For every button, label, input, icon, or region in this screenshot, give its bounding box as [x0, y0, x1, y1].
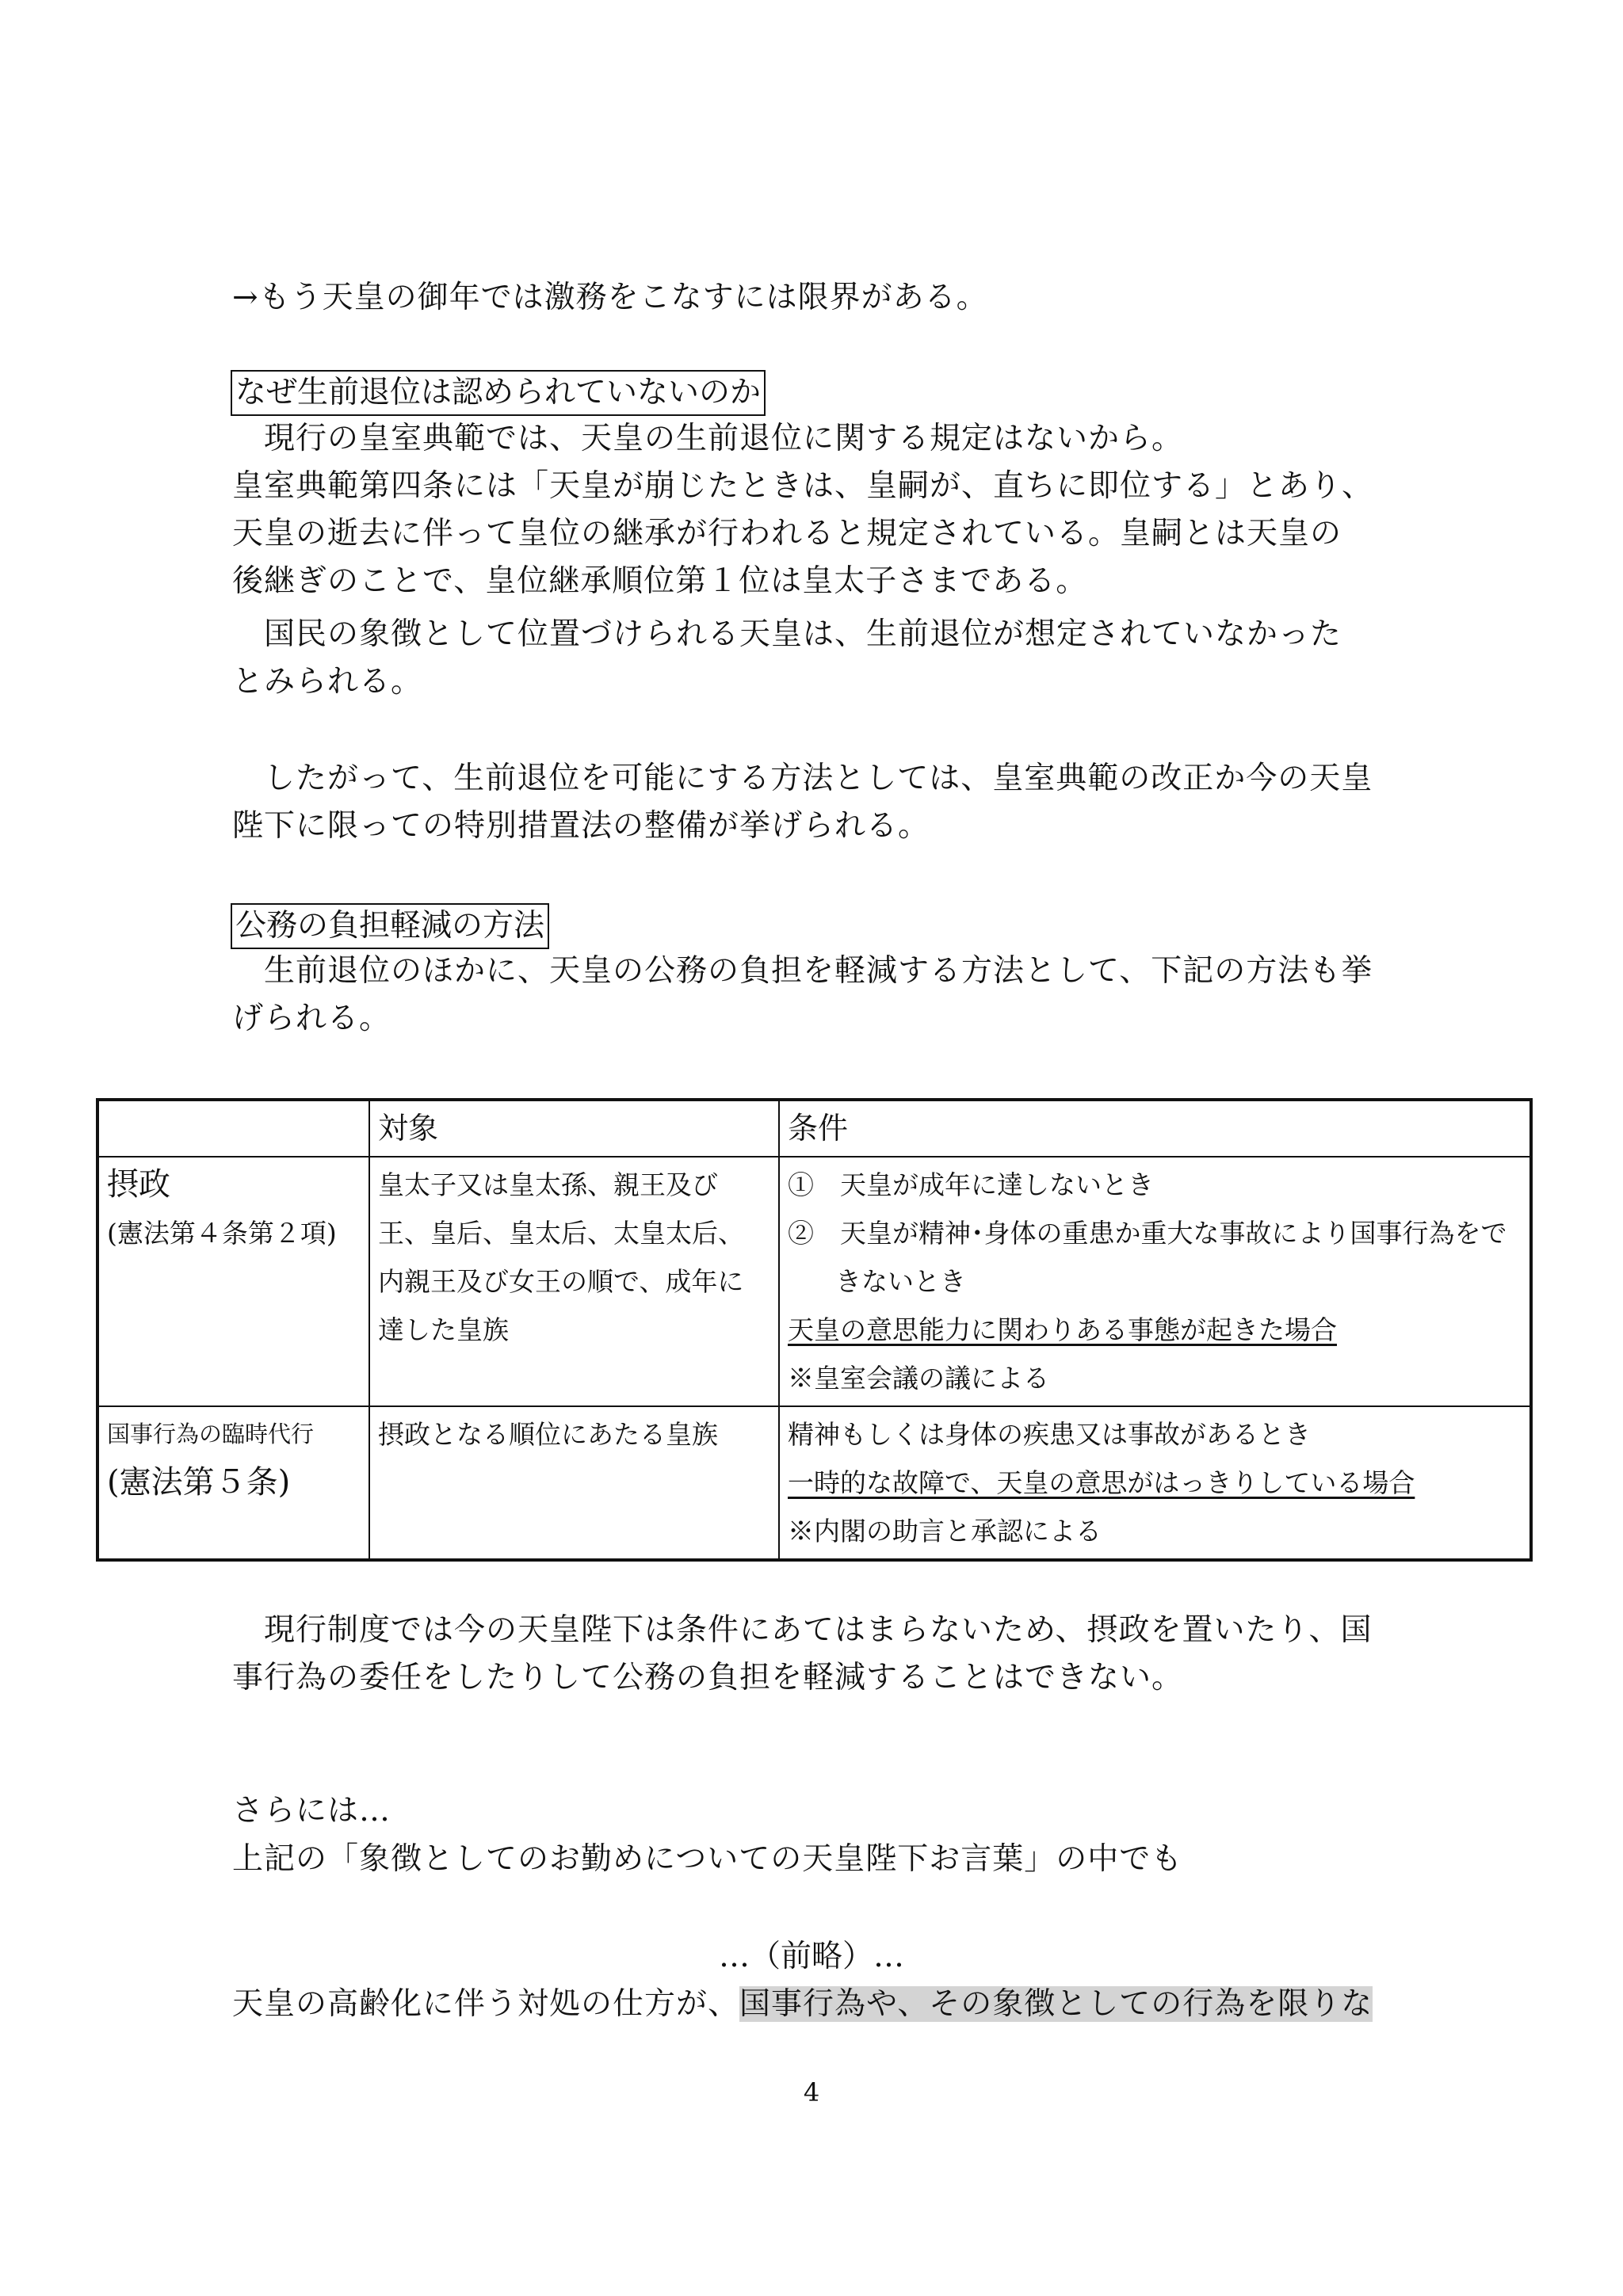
paragraph-line: 現行の皇室典範では、天皇の生前退位に関する規定はないから。: [264, 421, 1184, 456]
target-line: 内親王及び女王の順で、成年に: [378, 1266, 744, 1297]
paragraph-line: げられる。: [232, 1001, 391, 1036]
table-cell-condition: [779, 1406, 1531, 1560]
quote-highlight: 国事行為や、その象徴としての行為を限りな: [739, 1986, 1373, 2022]
target-line: 達した皇族: [378, 1314, 509, 1345]
table-cell-role: [97, 1157, 369, 1406]
page-number: 4: [803, 2077, 820, 2107]
table-row: [97, 1406, 1531, 1560]
paragraph-line: 生前退位のほかに、天皇の公務の負担を軽減する方法として、下記の方法も挙: [264, 953, 1373, 989]
table-header-cell: 対象: [369, 1100, 779, 1157]
paragraph-line: 現行制度では今の天皇陛下は条件にあてはまらないため、摂政を置いたり、国: [264, 1612, 1373, 1648]
role-name: 摂政: [107, 1166, 170, 1203]
condition-note: ※内閣の助言と承認による: [788, 1516, 1102, 1547]
condition-note: ※皇室会議の議による: [788, 1363, 1049, 1394]
table-header-row: [97, 1100, 1531, 1157]
condition-underlined: 天皇の意思能力に関わりある事態が起きた場合: [788, 1314, 1337, 1345]
paragraph-line: 皇室典範第四条には「天皇が崩じたときは、皇嗣が、直ちに即位する」とあり、: [232, 468, 1374, 504]
regency-table: [96, 1098, 1533, 1562]
paragraph-line: 国民の象徴として位置づけられる天皇は、生前退位が想定されていなかった: [264, 616, 1342, 652]
section-heading-burden-reduction: 公務の負担軽減の方法: [231, 903, 549, 949]
target-line: 王、皇后、皇太后、太皇太后、: [378, 1218, 744, 1249]
table-cell-target: [369, 1406, 779, 1560]
condition-item: 精神もしくは身体の疾患又は事故があるとき: [788, 1419, 1311, 1450]
condition-item: ① 天皇が成年に達しないとき: [788, 1169, 1154, 1200]
table-cell-condition: [779, 1157, 1531, 1406]
intro-line: →もう天皇の御年では激務をこなすには限界がある。: [232, 280, 988, 315]
target-line: 摂政となる順位にあたる皇族: [378, 1419, 718, 1450]
role-basis: (憲法第５条): [107, 1464, 291, 1501]
table-header-cell: [97, 1100, 369, 1157]
role-name: 国事行為の臨時代行: [107, 1421, 315, 1447]
conclusion-line: 陛下に限っての特別措置法の整備が挙げられる。: [232, 808, 930, 844]
target-line: 皇太子又は皇太孫、親王及び: [378, 1169, 718, 1200]
paragraph-line: 天皇の逝去に伴って皇位の継承が行われると規定されている。皇嗣とは天皇の: [232, 516, 1342, 551]
table-cell-target: [369, 1157, 779, 1406]
closing-line: 上記の「象徴としてのお勤めについての天皇陛下お言葉」の中でも: [232, 1841, 1183, 1877]
paragraph-line: 後継ぎのことで、皇位継承順位第１位は皇太子さまである。: [232, 563, 1088, 599]
paragraph-line: 事行為の委任をしたりして公務の負担を軽減することはできない。: [232, 1660, 1184, 1695]
condition-underlined: 一時的な故障で、天皇の意思がはっきりしている場合: [788, 1467, 1415, 1498]
section-heading-abdication: なぜ生前退位は認められていないのか: [231, 370, 766, 416]
closing-lead: さらには…: [232, 1793, 391, 1829]
conclusion-line: したがって、生前退位を可能にする方法としては、皇室典範の改正か今の天皇: [264, 761, 1373, 796]
condition-item: ② 天皇が精神･身体の重患か重大な事故により国事行為をできないとき: [788, 1218, 1507, 1297]
table-header-cell: 条件: [779, 1100, 1531, 1157]
quote-ellipsis: …（前略）…: [718, 1939, 904, 1974]
table-row: [97, 1157, 1531, 1406]
table-cell-role: [97, 1406, 369, 1560]
role-basis: (憲法第４条第２項): [107, 1218, 337, 1249]
paragraph-line: とみられる。: [232, 664, 423, 700]
quote-line: [232, 1981, 1373, 2028]
quote-plain: 天皇の高齢化に伴う対処の仕方が、: [232, 1986, 740, 2022]
